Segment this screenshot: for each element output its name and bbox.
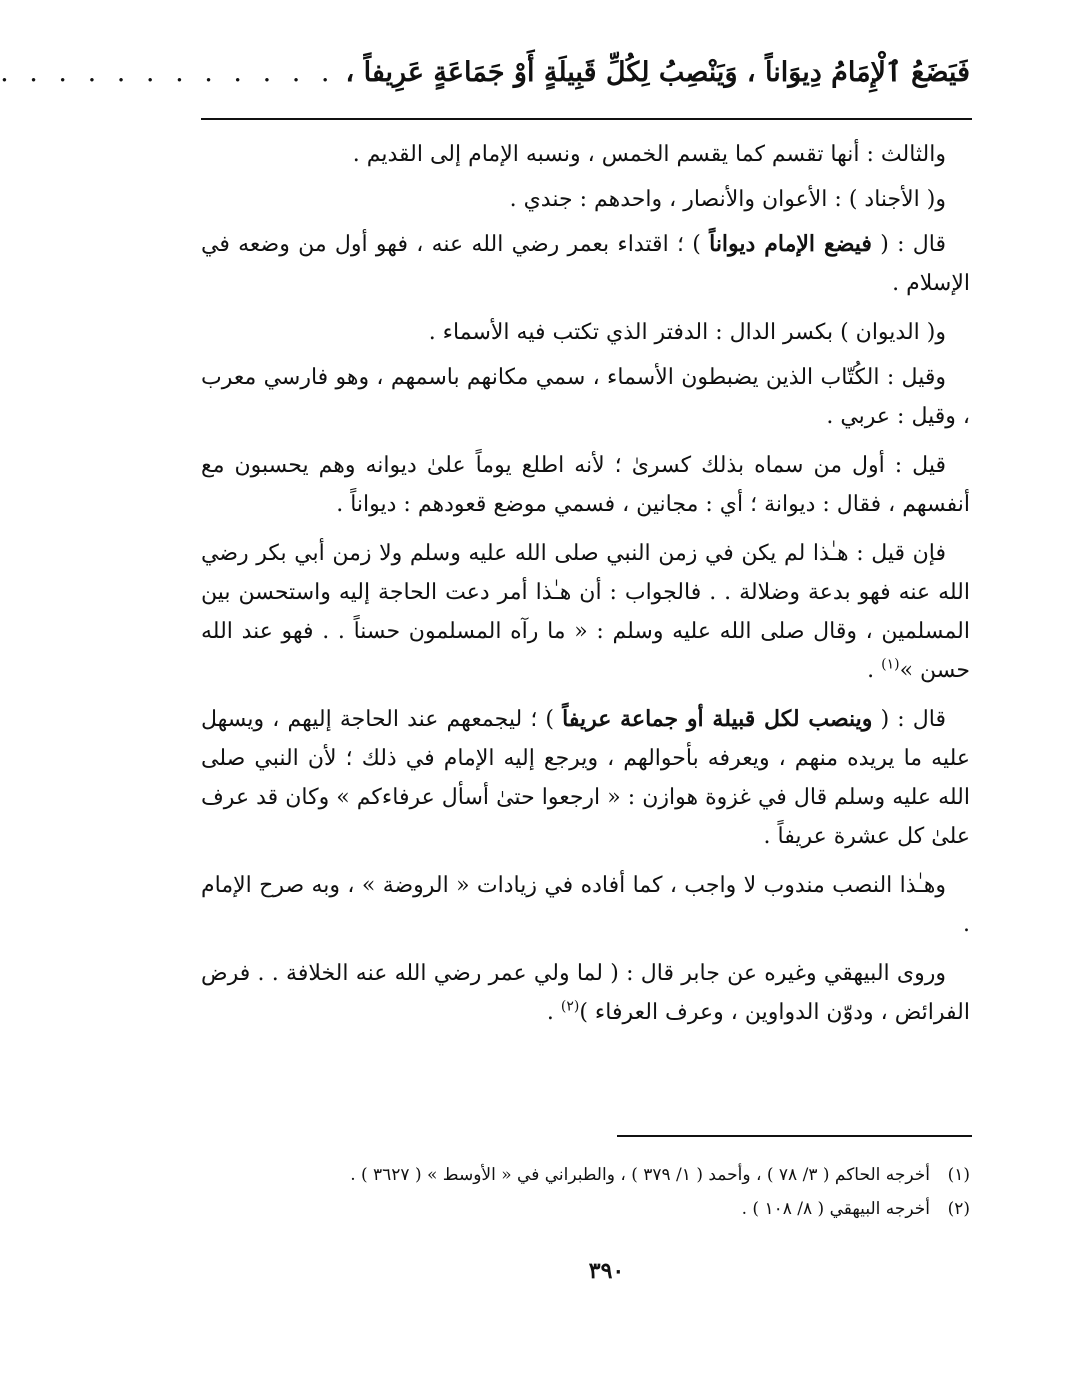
paragraph-recommended: وهـٰذا النصب مندوب لا واجب ، كما أفاده في زيادات « الروضة » ، وبه صرح الإمام . (201, 873, 970, 937)
footnote-number: (٢) (947, 1199, 970, 1219)
footnote-text: أخرجه الحاكم ( ٣/ ٧٨ ) ، وأحمد ( ١/ ٣٧٩ ) ، والطبراني في « الأوسط » ( ٣٦٢٧ ) . (350, 1165, 930, 1185)
matn-quote-arif: وينصب لكل قبيلة أو جماعة عريفاً (562, 706, 873, 732)
footnote-ref-1: (١) (881, 656, 900, 673)
running-title: فَيَضَعُ ٱلْإِمَامُ دِيوَاناً ، وَيَنْصِبُ لِكُلِّ قَبِيلَةٍ أَوْ جَمَاعَةٍ عَرِيفاً ، (345, 56, 970, 88)
main-text (201, 135, 970, 1042)
paragraph-arif-quote (201, 700, 970, 856)
footnote-text: أخرجه البيهقي ( ٨/ ١٠٨ ) . (741, 1199, 930, 1219)
objection-end: . (867, 658, 882, 683)
footnote-2 (233, 1192, 970, 1226)
paragraph-third-opinion: والثالث : أنها تقسم كما يقسم الخمس ، ونسبه الإمام إلى القديم . (352, 142, 946, 167)
paragraph-objection (201, 534, 970, 690)
paragraph-ajnad: و( الأجناد ) : الأعوان والأنصار ، واحدهم : جندي . (509, 187, 946, 212)
quote-lead: قال : ( (880, 707, 947, 732)
matn-quote-diwan: فيضع الإمام ديواناً (709, 231, 872, 257)
page-number: ٣٩٠ (588, 1258, 625, 1284)
footnote-number: (١) (947, 1165, 970, 1185)
quote-lead: قال : ( (880, 232, 946, 257)
paragraph-diwan-quote (201, 225, 970, 303)
paragraph-kisra: قيل : أول من سماه بذلك كسرىٰ ؛ لأنه اطلع يوماً علىٰ ديوانه وهم يحسبون مع أنفسهم ، فقال : ديوانة ؛ أي : مجانين ، فسمي موضع قعودهم : ديواناً . (201, 453, 970, 517)
running-title-dots: . . . . . . . . . . . . (0, 56, 336, 88)
bayhaqi-end: . (546, 1000, 561, 1025)
paragraph-diwan-definition: و( الديوان ) بكسر الدال : الدفتر الذي تكتب فيه الأسماء . (428, 320, 946, 345)
header-rule (201, 118, 972, 120)
quote-rest: ) ؛ اقتداء بعمر رضي الله عنه ، فهو أول من وضعه في الإسلام . (201, 232, 970, 296)
quote-rest: ) ؛ ليجمعهم عند الحاجة إليهم ، ويسهل عليه ما يريده منهم ، ويعرفه بأحوالهم ، ويرجع إليه الإمام في ذلك ؛ لأن النبي صلى الله عليه وسلم قال في غزوة هوازن : « ارجعوا حتىٰ أسأل عرفاءكم » وكان قد عرف علىٰ كل عشرة عريفاً . (201, 707, 970, 849)
paragraph-kuttab: وقيل : الكُتّاب الذين يضبطون الأسماء ، سمي مكانهم باسمهم ، وهو فارسي معرب ، وقيل : عربي . (201, 365, 970, 429)
objection-text: فإن قيل : هـٰذا لم يكن في زمن النبي صلى الله عليه وسلم ولا زمن أبي بكر رضي الله عنه فهو بدعة وضلالة . . فالجواب : أن هـٰذا أمر دعت الحاجة إليه واستحسن بين المسلمين ، وقال صلى الله عليه وسلم : « ما رآه المسلمون حسناً . . فهو عند الله حسن » (201, 541, 970, 683)
footnotes (233, 1158, 970, 1226)
footnote-rule (617, 1135, 972, 1137)
bayhaqi-text: وروى البيهقي وغيره عن جابر قال : ( لما ولي عمر رضي الله عنه الخلافة . . فرض الفرائض ، ودوّن الدواوين ، وعرف العرفاء ) (201, 961, 970, 1025)
footnote-ref-2: (٢) (560, 998, 580, 1015)
running-header (0, 42, 970, 102)
paragraph-bayhaqi (201, 954, 970, 1032)
footnote-1 (233, 1158, 970, 1192)
